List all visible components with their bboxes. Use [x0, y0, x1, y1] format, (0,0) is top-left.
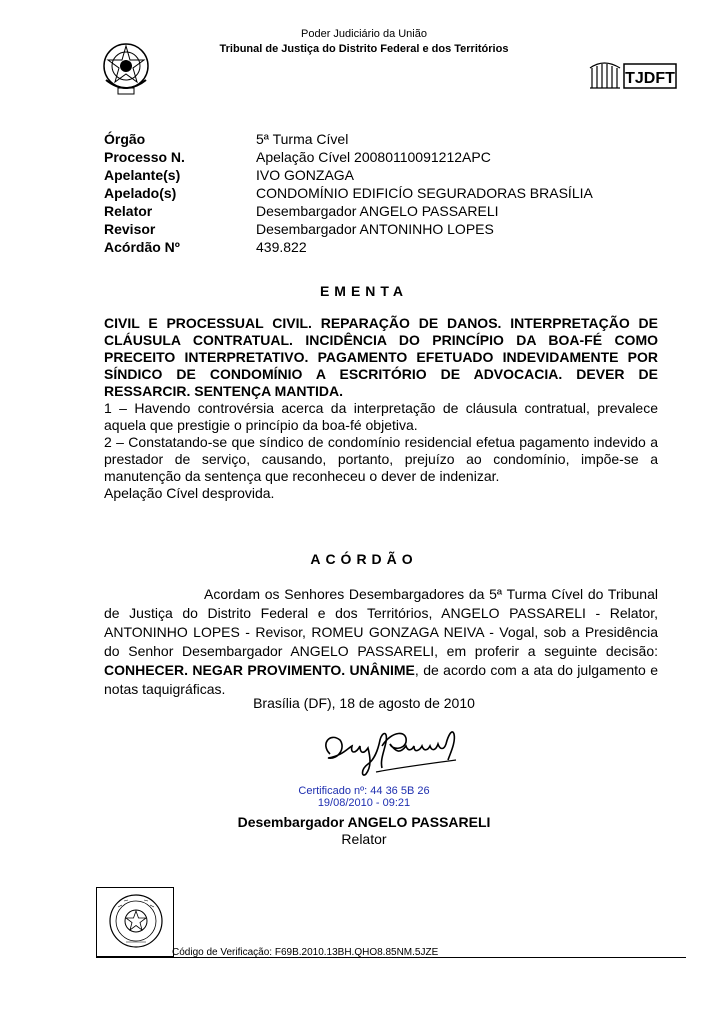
- ementa-conclusion: Apelação Cível desprovida.: [104, 485, 275, 501]
- ementa-item-1: 1 – Havendo controvérsia acerca da interpretação de cláusula contratual, prevalece aquela que prestigie o princípio da boa-fé objetiva.: [104, 400, 658, 433]
- header-line-2: Tribunal de Justiça do Distrito Federal e dos Territórios: [219, 43, 509, 55]
- acordao-decision: CONHECER. NEGAR PROVIMENTO. UNÂNIME: [104, 662, 415, 678]
- certification-seal-icon: [108, 893, 164, 949]
- certificate-number: Certificado nº: 44 36 5B 26: [298, 785, 430, 797]
- meta-key: Apelado(s): [104, 185, 177, 201]
- meta-value: CONDOMÍNIO EDIFICÍO SEGURADORAS BRASÍLIA: [256, 185, 593, 201]
- verification-code: Código de Verificação: F69B.2010.13BH.QHO8.85NM.5JZE: [172, 947, 439, 958]
- acordao-title: ACÓRDÃO: [310, 551, 418, 567]
- meta-value: Desembargador ANGELO PASSARELI: [256, 203, 499, 219]
- meta-value: 439.822: [256, 239, 307, 255]
- meta-key: Relator: [104, 203, 153, 219]
- header-line-1: Poder Judiciário da União: [301, 28, 427, 40]
- acordao-text-after: , de acordo com a ata do julgamento e notas taquigráficas.: [104, 662, 658, 697]
- meta-key: Processo N.: [104, 149, 185, 165]
- meta-key: Acórdão Nº: [104, 239, 180, 255]
- signer-name: Desembargador ANGELO PASSARELI: [237, 814, 491, 830]
- meta-value: 5ª Turma Cível: [256, 131, 349, 147]
- certificate-timestamp: 19/08/2010 - 09:21: [317, 797, 411, 809]
- meta-value: Apelação Cível 20080110091212APC: [256, 149, 491, 165]
- handwritten-signature: [316, 720, 466, 784]
- meta-key: Apelante(s): [104, 167, 181, 183]
- meta-key: Órgão: [104, 131, 146, 147]
- meta-key: Revisor: [104, 221, 156, 237]
- meta-value: Desembargador ANTONINHO LOPES: [256, 221, 494, 237]
- acordao-text: [104, 585, 658, 699]
- ementa-item-2: 2 – Constatando-se que síndico de condomínio residencial efetua pagamento indevido a prestador de serviço, causando, portanto, prejuízo ao condomínio, impõe-se a manutenção da sentença que reconheceu o dever de indenizar.: [104, 434, 658, 484]
- tjdft-logo-text: TJDFT: [625, 70, 675, 87]
- place-date: Brasília (DF), 18 de agosto de 2010: [253, 695, 475, 711]
- ementa-title: EMENTA: [319, 283, 409, 299]
- tjdft-logo-icon: [586, 58, 678, 92]
- ementa-headline: CIVIL E PROCESSUAL CIVIL. REPARAÇÃO DE DANOS. INTERPRETAÇÃO DE CLÁUSULA CONTRATUAL. INCIDÊNCIA DO PRINCÍPIO DA BOA-FÉ COMO PRECEITO INTERPRETATIVO. PAGAMENTO EFETUADO INDEVIDAMENTE POR SÍNDICO DE CONDOMÍNIO A ESCRITÓRIO DE ADVOCACIA. DEVER DE RESSARCIR. SENTENÇA MANTIDA.: [104, 315, 658, 399]
- meta-value: IVO GONZAGA: [256, 167, 355, 183]
- acordao-text-before: Acordam os Senhores Desembargadores da 5ª Turma Cível do Tribunal de Justiça do Distrito Federal e dos Territórios, ANGELO PASSARELI - Relator, ANTONINHO LOPES - Revisor, ROMEU GONZAGA NEIVA - Vogal, sob a Presidência do Senhor Desembargador ANGELO PASSARELI, em proferir a seguinte decisão:: [104, 586, 658, 659]
- signer-role: Relator: [341, 831, 387, 847]
